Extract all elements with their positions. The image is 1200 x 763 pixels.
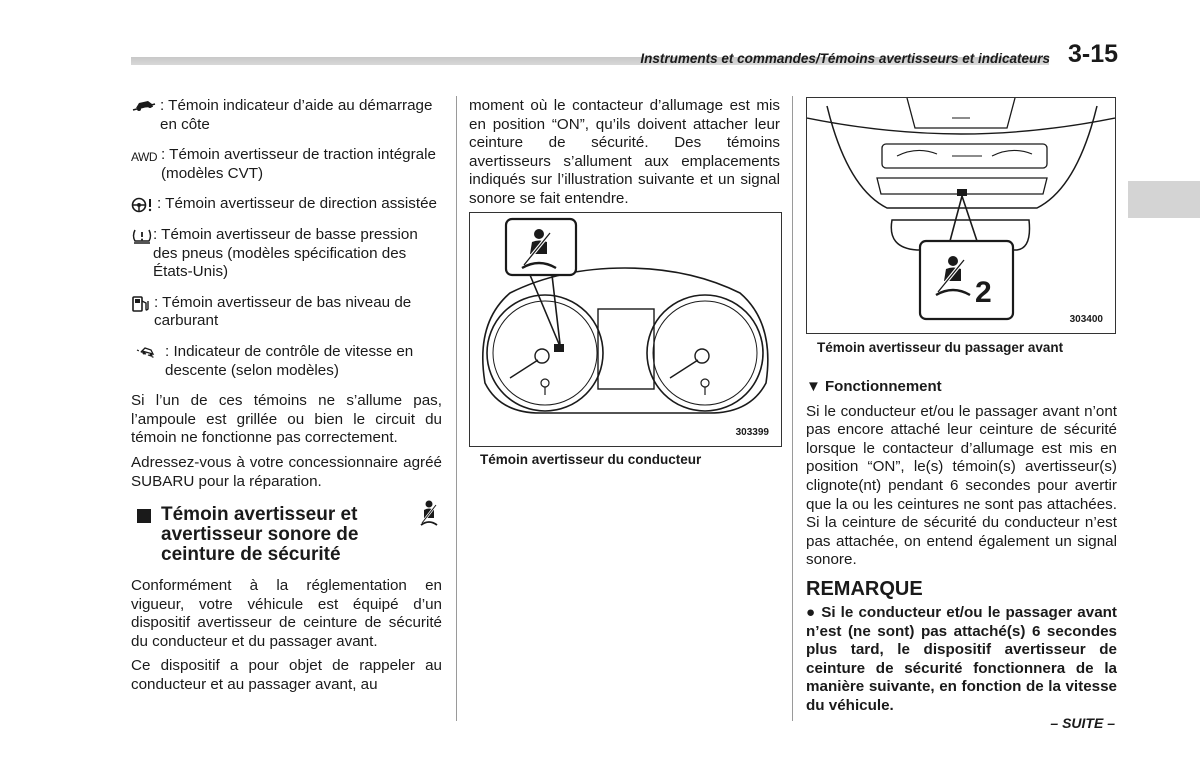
fuel-pump-icon (131, 295, 153, 313)
indicator-item (131, 195, 442, 214)
header-title: Instruments et commandes/Témoins avertisseurs et indicateurs (640, 51, 1050, 66)
indicator-item (131, 97, 442, 134)
note-bullet: ● Si le conducteur et/ou le passager avant n’est (ne sont) pas attaché(s) 6 secondes plus tard, le dispositif avertisseur de ceinture de sécurité fonctionnera de la manière suivante, en fonction de la vitesse du véhicule. (806, 603, 1117, 714)
figure-caption: Témoin avertisseur du conducteur (480, 452, 702, 467)
indicator-text: : Témoin avertisseur de bas niveau de carburant (154, 293, 412, 330)
figure-caption: Témoin avertisseur du passager avant (817, 340, 1064, 355)
right-column (806, 368, 1117, 722)
power-steering-icon (131, 196, 155, 214)
column-divider (792, 96, 793, 721)
paragraph: Conformément à la réglementation en vigueur, votre véhicule est équipé d’un dispositif avertisseur de ceinture de sécurité du conducteur et du passager avant. (131, 577, 442, 650)
paragraph: Si le conducteur et/ou le passager avant n’ont pas encore attaché leur ceinture de sécurité lorsque le contacteur d’allumage est mis en position “ON”, le(s) témoin(s) avertisseur(s) clignote(nt) pendant 6 secondes pour avertir que la ou les ceintures ne sont pas attachées. Si la ceinture de sécurité du conducteur n’est pas attachée, on entend également un signal sonore. (806, 402, 1117, 569)
hill-start-assist-icon (131, 98, 157, 114)
paragraph: Adressez-vous à votre concessionnaire agréé SUBARU pour la réparation. (131, 453, 442, 490)
paragraph: Ce dispositif a pour objet de rappeler au conducteur et au passager avant, au (131, 657, 442, 694)
figure-driver-warning (469, 212, 782, 447)
overhead-console-illustration (807, 98, 1115, 333)
passenger-number-label: 2 (975, 276, 992, 309)
section-heading (131, 505, 442, 565)
tire-pressure-icon (131, 227, 153, 245)
section-title: Témoin avertisseur et avertisseur sonore de ceinture de sécurité (161, 504, 359, 566)
seatbelt-icon (418, 499, 444, 532)
awd-icon: AWD (131, 150, 158, 165)
column-divider (456, 96, 457, 721)
instrument-cluster-illustration (470, 213, 781, 446)
figure-code: 303400 (1069, 314, 1103, 325)
hill-descent-icon (135, 344, 159, 362)
subheading: ▼ Fonctionnement (806, 378, 942, 395)
indicator-text: : Indicateur de contrôle de vitesse en descente (selon modèles) (165, 342, 414, 379)
section-marker (137, 509, 151, 523)
chapter-side-tab (1128, 181, 1200, 218)
paragraph: Si l’un de ces témoins ne s’allume pas, l’ampoule est grillée ou bien le circuit du témoin ne fonctionne pas correctement. (131, 392, 442, 447)
indicator-item (131, 343, 442, 380)
indicator-text: : Témoin avertisseur de direction assistée (157, 195, 437, 213)
middle-column (469, 97, 780, 215)
indicator-text: : Témoin avertisseur de basse pression des pneus (modèles spécification des États-Unis) (153, 225, 418, 281)
page-number: 3-15 (1068, 40, 1119, 68)
figure-code: 303399 (735, 427, 769, 438)
indicator-text: : Témoin indicateur d’aide au démarrage en côte (160, 97, 433, 133)
figure-passenger-warning (806, 97, 1116, 334)
left-column (131, 97, 442, 701)
indicator-item (131, 226, 442, 282)
indicator-item (131, 146, 442, 183)
paragraph: moment où le contacteur d’allumage est mis en position “ON”, qu’ils doivent attacher leur ceinture de sécurité. Des témoins avertisseurs s’allument aux emplacements indiqués sur l’illustration suivante et un signal sonore se fait entendre. (469, 97, 780, 207)
indicator-text: : Témoin avertisseur de traction intégrale (modèles CVT) (161, 146, 436, 182)
continued-marker: – SUITE – (1050, 715, 1115, 731)
note-heading: REMARQUE (806, 577, 923, 600)
indicator-item (131, 294, 442, 331)
